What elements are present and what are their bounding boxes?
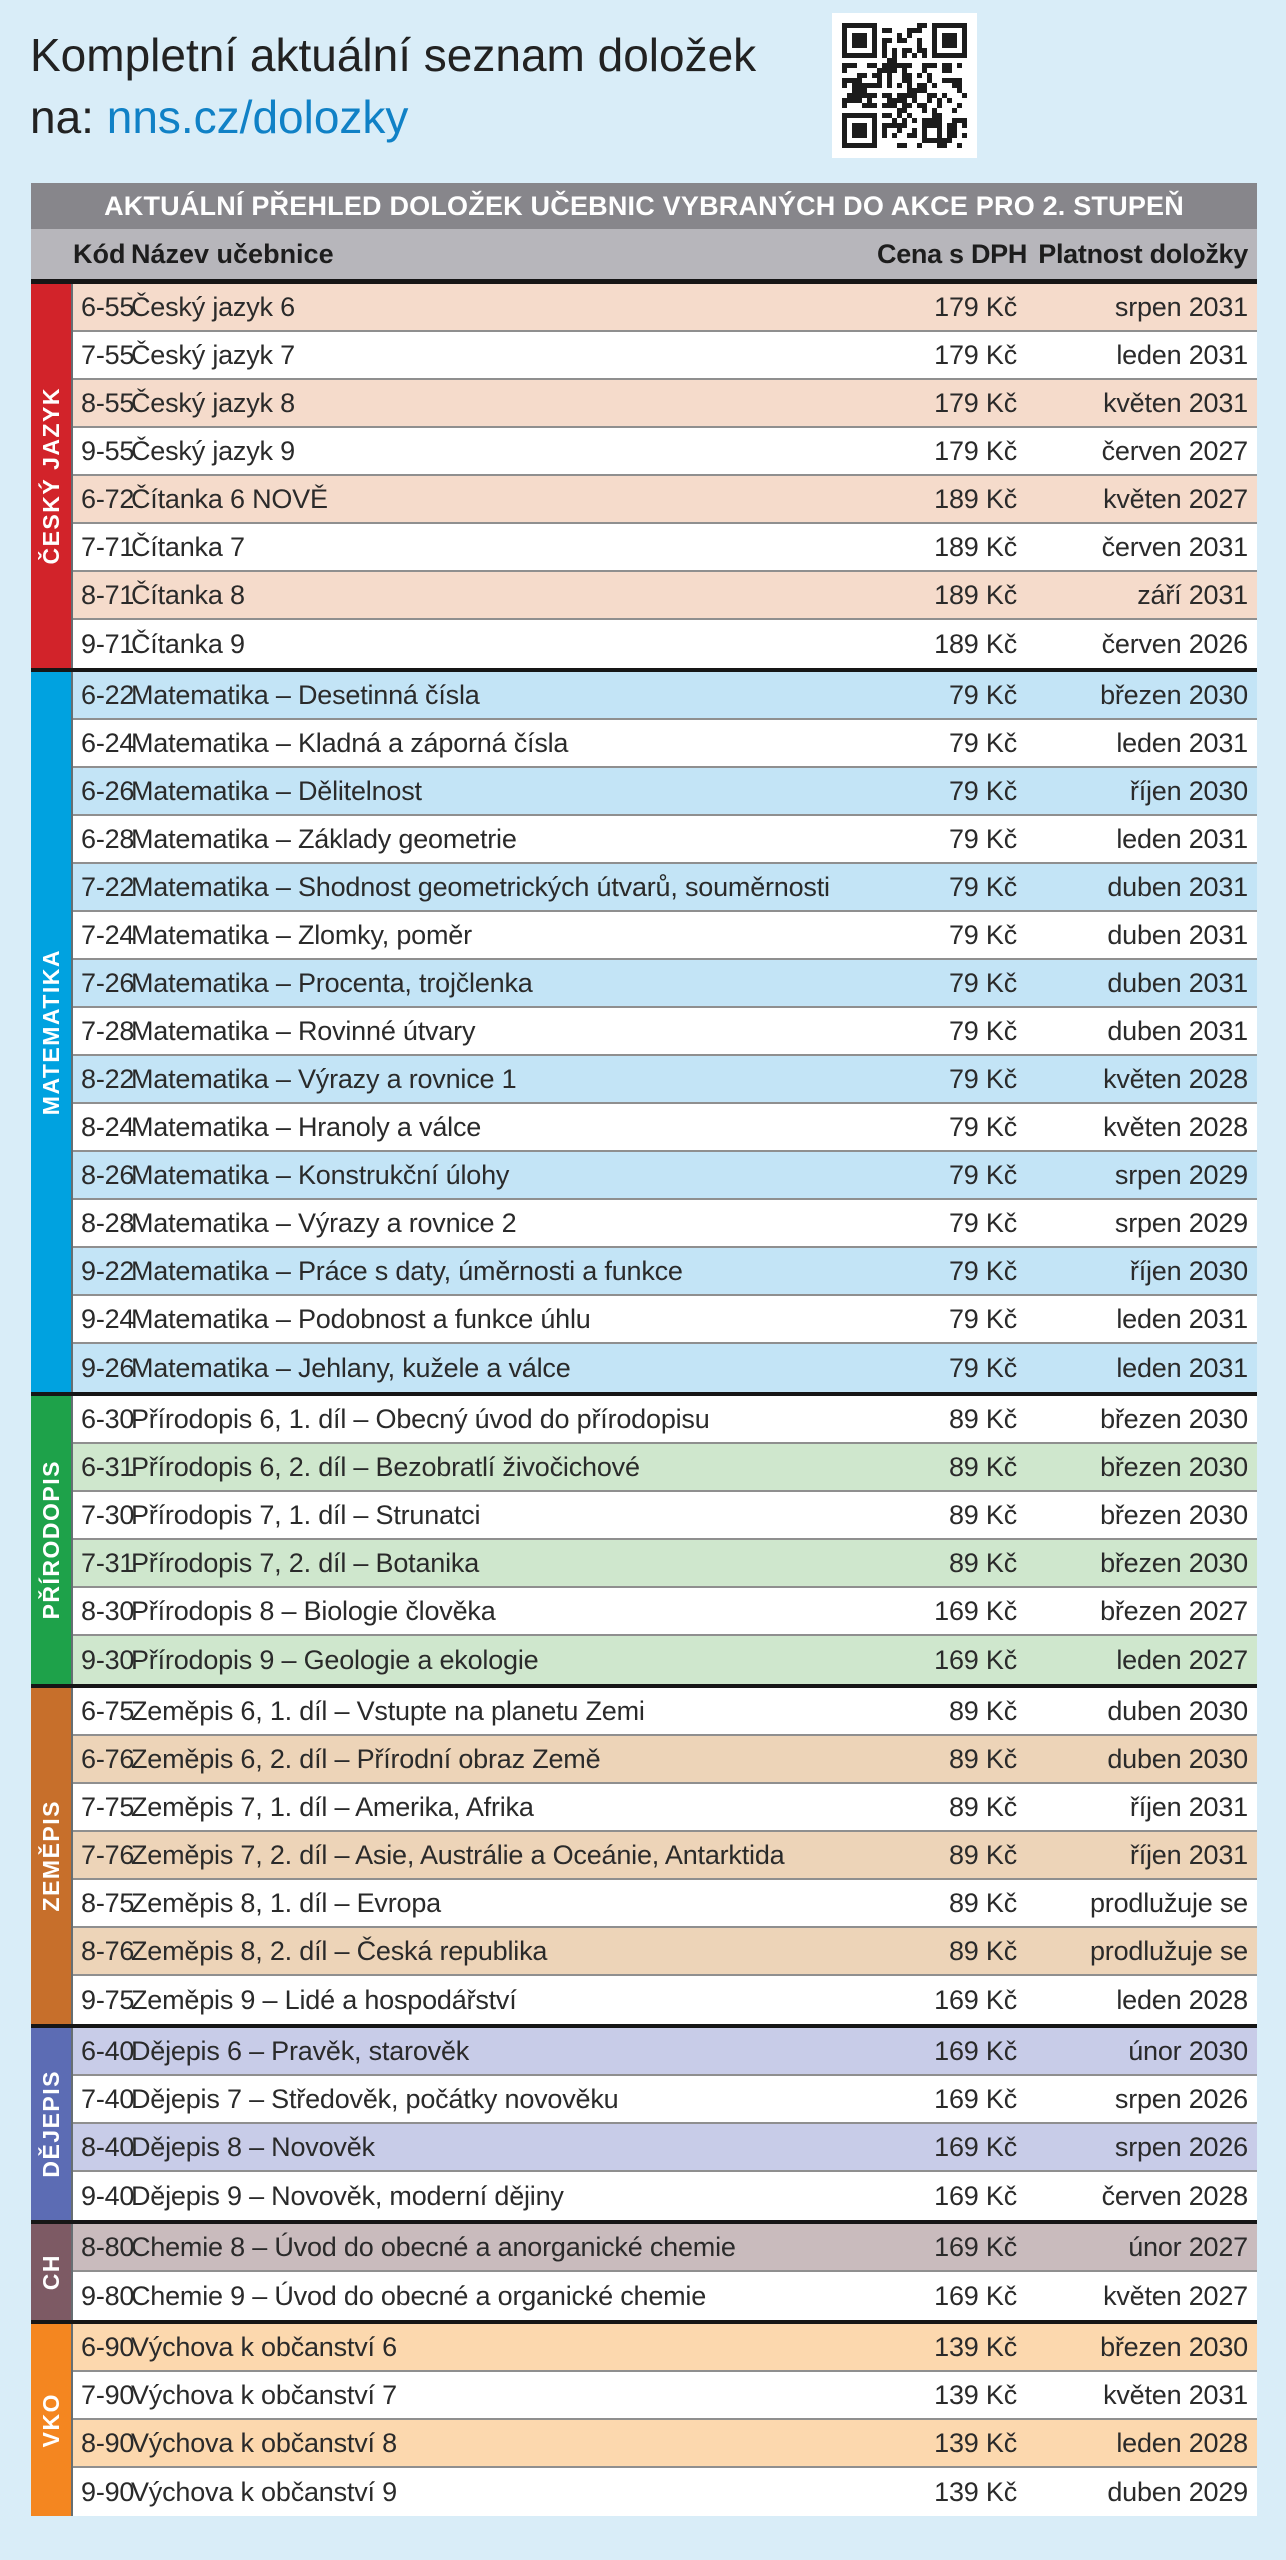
row-name: Dějepis 7 – Středověk, počátky novověku (131, 2083, 619, 2114)
row-name: Český jazyk 7 (131, 339, 295, 370)
row-validity: duben 2031 (1107, 871, 1248, 902)
row-validity: květen 2027 (1103, 2280, 1248, 2311)
row-validity: březen 2027 (1100, 1595, 1248, 1626)
row-code: 7-24 (81, 919, 135, 950)
section-sidebar (31, 2224, 71, 2320)
table-row (73, 2468, 1257, 2516)
table-row (73, 620, 1257, 668)
table-row (73, 1784, 1257, 1832)
section-sidebar (31, 1396, 71, 1684)
row-code: 7-75 (81, 1791, 135, 1822)
row-price: 179 Kč (934, 291, 1017, 322)
table-row (73, 720, 1257, 768)
row-price: 139 Kč (934, 2476, 1017, 2507)
table-row (73, 2172, 1257, 2220)
row-name: Český jazyk 6 (131, 291, 295, 322)
column-header-price: Cena s DPH (877, 238, 1028, 269)
section-label: ČESKÝ JAZYK (37, 387, 64, 565)
table-row (73, 1928, 1257, 1976)
row-name: Matematika – Výrazy a rovnice 1 (131, 1063, 517, 1094)
row-price: 169 Kč (934, 2180, 1017, 2211)
row-price: 79 Kč (948, 871, 1017, 902)
dolozky-link[interactable]: nns.cz/dolozky (106, 91, 409, 143)
table-row (73, 1736, 1257, 1784)
row-code: 6-31 (81, 1451, 135, 1482)
table-section (31, 2024, 1257, 2220)
row-name: Matematika – Práce s daty, úměrnosti a funkce (131, 1255, 683, 1286)
table-row (73, 476, 1257, 524)
row-code: 8-40 (81, 2131, 135, 2162)
table-row (73, 2028, 1257, 2076)
row-code: 6-24 (81, 727, 135, 758)
section-label: DĚJEPIS (37, 2070, 64, 2178)
table-row (73, 864, 1257, 912)
row-validity: květen 2027 (1103, 483, 1248, 514)
row-price: 189 Kč (934, 531, 1017, 562)
table-row (73, 1396, 1257, 1444)
section-sidebar (31, 1688, 71, 2024)
dolozky-table (31, 183, 1257, 2516)
table-body (31, 284, 1257, 2516)
row-name: Matematika – Procenta, trojčlenka (131, 967, 533, 998)
row-name: Chemie 9 – Úvod do obecné a organické chemie (131, 2280, 707, 2311)
table-row (73, 912, 1257, 960)
row-validity: březen 2030 (1100, 2331, 1248, 2362)
row-name: Čítanka 8 (131, 579, 245, 610)
row-code: 6-26 (81, 775, 135, 806)
section-rows (71, 1396, 1257, 1684)
table-row (73, 428, 1257, 476)
table-row (73, 524, 1257, 572)
row-name: Zeměpis 7, 1. díl – Amerika, Afrika (131, 1791, 534, 1822)
row-code: 6-22 (81, 679, 135, 710)
row-name: Matematika – Desetinná čísla (131, 679, 480, 710)
table-row (73, 1492, 1257, 1540)
row-validity: září 2031 (1137, 579, 1248, 610)
row-name: Dějepis 6 – Pravěk, starověk (131, 2035, 470, 2066)
section-label: VKO (37, 2392, 64, 2448)
row-price: 79 Kč (948, 1352, 1017, 1383)
table-row (73, 960, 1257, 1008)
row-validity: leden 2031 (1116, 823, 1248, 854)
title-line1: Kompletní aktuální seznam doložek (30, 29, 757, 81)
row-code: 7-90 (81, 2379, 135, 2410)
table-row (73, 1344, 1257, 1392)
row-code: 8-55 (81, 387, 135, 418)
row-validity: duben 2031 (1107, 967, 1248, 998)
table-section (31, 284, 1257, 668)
section-label: PŘÍRODOPIS (37, 1460, 64, 1620)
row-code: 6-90 (81, 2331, 135, 2362)
row-price: 169 Kč (934, 2280, 1017, 2311)
row-name: Zeměpis 8, 1. díl – Evropa (131, 1887, 441, 1918)
row-name: Přírodopis 6, 2. díl – Bezobratlí živočichové (131, 1451, 640, 1482)
row-code: 7-76 (81, 1839, 135, 1870)
row-name: Dějepis 8 – Novověk (131, 2131, 375, 2162)
row-name: Matematika – Podobnost a funkce úhlu (131, 1303, 591, 1334)
row-code: 9-90 (81, 2476, 135, 2507)
row-price: 139 Kč (934, 2427, 1017, 2458)
row-name: Zeměpis 7, 2. díl – Asie, Austrálie a Oceánie, Antarktida (131, 1839, 785, 1870)
row-name: Matematika – Hranoly a válce (131, 1111, 482, 1142)
row-name: Přírodopis 7, 2. díl – Botanika (131, 1547, 480, 1578)
row-code: 6-76 (81, 1743, 135, 1774)
row-validity: říjen 2031 (1129, 1839, 1248, 1870)
row-name: Český jazyk 9 (131, 435, 295, 466)
qr-code (832, 13, 977, 158)
row-code: 7-55 (81, 339, 135, 370)
row-validity: červen 2027 (1101, 435, 1248, 466)
row-code: 8-90 (81, 2427, 135, 2458)
table-row (73, 572, 1257, 620)
row-validity: duben 2031 (1107, 1015, 1248, 1046)
row-name: Čítanka 7 (131, 531, 245, 562)
row-validity: únor 2030 (1128, 2035, 1248, 2066)
row-name: Dějepis 9 – Novověk, moderní dějiny (131, 2180, 564, 2211)
row-name: Zeměpis 6, 1. díl – Vstupte na planetu Zemi (131, 1695, 645, 1726)
table-row (73, 2372, 1257, 2420)
row-price: 89 Kč (948, 1935, 1017, 1966)
row-price: 79 Kč (948, 1207, 1017, 1238)
table-row (73, 1880, 1257, 1928)
row-code: 7-31 (81, 1547, 135, 1578)
row-code: 6-30 (81, 1403, 135, 1434)
row-code: 6-55 (81, 291, 135, 322)
row-price: 79 Kč (948, 1111, 1017, 1142)
row-validity: červen 2031 (1101, 531, 1248, 562)
row-validity: leden 2031 (1116, 1303, 1248, 1334)
row-price: 169 Kč (934, 2035, 1017, 2066)
table-row (73, 2272, 1257, 2320)
table-row (73, 1008, 1257, 1056)
row-code: 8-30 (81, 1595, 135, 1626)
row-name: Přírodopis 9 – Geologie a ekologie (131, 1644, 539, 1675)
table-row (73, 816, 1257, 864)
row-code: 6-28 (81, 823, 135, 854)
row-code: 8-28 (81, 1207, 135, 1238)
table-row (73, 284, 1257, 332)
row-name: Chemie 8 – Úvod do obecné a anorganické chemie (131, 2231, 736, 2262)
title-line2 (30, 86, 810, 148)
row-code: 9-55 (81, 435, 135, 466)
column-header-name: Název učebnice (131, 238, 334, 269)
table-row (73, 672, 1257, 720)
row-code: 7-26 (81, 967, 135, 998)
row-validity: květen 2028 (1103, 1063, 1248, 1094)
row-code: 9-24 (81, 1303, 135, 1334)
column-header-validity: Platnost doložky (1038, 238, 1248, 269)
row-code: 6-75 (81, 1695, 135, 1726)
section-rows (71, 1688, 1257, 2024)
row-validity: leden 2028 (1116, 1984, 1248, 2015)
row-validity: únor 2027 (1128, 2231, 1248, 2262)
row-price: 169 Kč (934, 1595, 1017, 1626)
row-validity: březen 2030 (1100, 1403, 1248, 1434)
row-name: Zeměpis 8, 2. díl – Česká republika (131, 1935, 548, 1966)
row-price: 79 Kč (948, 919, 1017, 950)
row-code: 9-80 (81, 2280, 135, 2311)
table-row (73, 1540, 1257, 1588)
row-price: 89 Kč (948, 1743, 1017, 1774)
row-name: Výchova k občanství 8 (131, 2427, 397, 2458)
row-validity: březen 2030 (1100, 1451, 1248, 1482)
row-code: 9-26 (81, 1352, 135, 1383)
row-name: Přírodopis 6, 1. díl – Obecný úvod do přírodopisu (131, 1403, 710, 1434)
table-row (73, 1688, 1257, 1736)
row-code: 7-22 (81, 871, 135, 902)
row-code: 8-75 (81, 1887, 135, 1918)
row-validity: duben 2029 (1107, 2476, 1248, 2507)
row-price: 169 Kč (934, 2083, 1017, 2114)
table-row (73, 2076, 1257, 2124)
section-sidebar (31, 284, 71, 668)
row-code: 7-28 (81, 1015, 135, 1046)
row-code: 8-80 (81, 2231, 135, 2262)
row-validity: leden 2028 (1116, 2427, 1248, 2458)
row-name: Výchova k občanství 9 (131, 2476, 397, 2507)
table-row (73, 768, 1257, 816)
row-name: Matematika – Shodnost geometrických útvarů, souměrnosti (131, 871, 830, 902)
row-code: 7-71 (81, 531, 135, 562)
row-price: 139 Kč (934, 2331, 1017, 2362)
row-validity: srpen 2026 (1114, 2131, 1248, 2162)
row-validity: prodlužuje se (1089, 1887, 1248, 1918)
row-price: 79 Kč (948, 1159, 1017, 1190)
row-name: Přírodopis 8 – Biologie člověka (131, 1595, 496, 1626)
row-price: 169 Kč (934, 2231, 1017, 2262)
table-row (73, 1152, 1257, 1200)
row-validity: prodlužuje se (1089, 1935, 1248, 1966)
row-code: 9-71 (81, 628, 135, 659)
row-validity: červen 2028 (1101, 2180, 1248, 2211)
table-section (31, 2320, 1257, 2516)
section-rows (71, 284, 1257, 668)
row-name: Výchova k občanství 7 (131, 2379, 397, 2410)
page-title (30, 24, 810, 148)
row-validity: leden 2031 (1116, 727, 1248, 758)
section-sidebar (31, 2028, 71, 2220)
row-name: Český jazyk 8 (131, 387, 295, 418)
section-rows (71, 2324, 1257, 2516)
row-name: Matematika – Jehlany, kužele a válce (131, 1352, 571, 1383)
row-price: 89 Kč (948, 1499, 1017, 1530)
row-price: 89 Kč (948, 1839, 1017, 1870)
row-validity: květen 2031 (1103, 2379, 1248, 2410)
row-name: Čítanka 6 NOVĚ (131, 483, 328, 514)
row-price: 189 Kč (934, 579, 1017, 610)
row-name: Matematika – Zlomky, poměr (131, 919, 472, 950)
table-section (31, 668, 1257, 1392)
row-price: 179 Kč (934, 435, 1017, 466)
row-code: 8-24 (81, 1111, 135, 1142)
row-validity: leden 2031 (1116, 1352, 1248, 1383)
row-name: Výchova k občanství 6 (131, 2331, 397, 2362)
section-label: ZEMĚPIS (37, 1800, 64, 1912)
table-row (73, 380, 1257, 428)
row-validity: leden 2027 (1116, 1644, 1248, 1675)
row-code: 8-71 (81, 579, 135, 610)
row-price: 79 Kč (948, 823, 1017, 854)
table-row (73, 1588, 1257, 1636)
row-validity: květen 2028 (1103, 1111, 1248, 1142)
section-sidebar (31, 2324, 71, 2516)
row-validity: srpen 2031 (1114, 291, 1248, 322)
row-code: 6-72 (81, 483, 135, 514)
row-price: 89 Kč (948, 1403, 1017, 1434)
row-name: Zeměpis 6, 2. díl – Přírodní obraz Země (131, 1743, 601, 1774)
table-row (73, 2224, 1257, 2272)
section-rows (71, 2028, 1257, 2220)
table-section (31, 2220, 1257, 2320)
section-rows (71, 672, 1257, 1392)
table-row (73, 1636, 1257, 1684)
row-validity: říjen 2030 (1129, 775, 1248, 806)
table-row (73, 1444, 1257, 1492)
section-rows (71, 2224, 1257, 2320)
row-price: 179 Kč (934, 387, 1017, 418)
row-validity: srpen 2026 (1114, 2083, 1248, 2114)
row-code: 9-22 (81, 1255, 135, 1286)
row-validity: duben 2030 (1107, 1743, 1248, 1774)
row-price: 189 Kč (934, 628, 1017, 659)
row-validity: březen 2030 (1100, 1547, 1248, 1578)
section-sidebar (31, 672, 71, 1392)
table-row (73, 1200, 1257, 1248)
row-validity: březen 2030 (1100, 679, 1248, 710)
row-code: 8-26 (81, 1159, 135, 1190)
table-column-header (31, 229, 1257, 284)
row-code: 7-30 (81, 1499, 135, 1530)
row-price: 179 Kč (934, 339, 1017, 370)
row-price: 89 Kč (948, 1791, 1017, 1822)
row-code: 9-40 (81, 2180, 135, 2211)
row-price: 169 Kč (934, 1644, 1017, 1675)
table-row (73, 1976, 1257, 2024)
table-row (73, 2324, 1257, 2372)
row-price: 79 Kč (948, 679, 1017, 710)
row-price: 89 Kč (948, 1887, 1017, 1918)
section-label: MATEMATIKA (37, 948, 64, 1116)
row-name: Přírodopis 7, 1. díl – Strunatci (131, 1499, 481, 1530)
table-row (73, 2420, 1257, 2468)
row-price: 79 Kč (948, 967, 1017, 998)
row-validity: leden 2031 (1116, 339, 1248, 370)
column-header-code: Kód (73, 238, 126, 269)
table-banner: AKTUÁLNÍ PŘEHLED DOLOŽEK UČEBNIC VYBRANÝCH DO AKCE PRO 2. STUPEŇ (31, 183, 1257, 229)
row-validity: srpen 2029 (1114, 1159, 1248, 1190)
row-name: Matematika – Kladná a záporná čísla (131, 727, 569, 758)
section-label: CH (37, 2253, 64, 2291)
row-code: 9-30 (81, 1644, 135, 1675)
table-row (73, 1832, 1257, 1880)
row-price: 79 Kč (948, 1303, 1017, 1334)
table-section (31, 1392, 1257, 1684)
table-row (73, 332, 1257, 380)
row-validity: duben 2030 (1107, 1695, 1248, 1726)
row-price: 79 Kč (948, 1063, 1017, 1094)
row-name: Matematika – Rovinné útvary (131, 1015, 476, 1046)
row-price: 139 Kč (934, 2379, 1017, 2410)
row-price: 79 Kč (948, 775, 1017, 806)
row-code: 6-40 (81, 2035, 135, 2066)
row-code: 9-75 (81, 1984, 135, 2015)
row-validity: červen 2026 (1101, 628, 1248, 659)
row-code: 8-22 (81, 1063, 135, 1094)
table-row (73, 1248, 1257, 1296)
row-price: 79 Kč (948, 1015, 1017, 1046)
row-validity: říjen 2030 (1129, 1255, 1248, 1286)
row-price: 89 Kč (948, 1547, 1017, 1578)
row-name: Matematika – Dělitelnost (131, 775, 422, 806)
table-row (73, 1056, 1257, 1104)
row-validity: srpen 2029 (1114, 1207, 1248, 1238)
row-price: 189 Kč (934, 483, 1017, 514)
row-price: 79 Kč (948, 1255, 1017, 1286)
row-validity: říjen 2031 (1129, 1791, 1248, 1822)
row-validity: březen 2030 (1100, 1499, 1248, 1530)
row-name: Zeměpis 9 – Lidé a hospodářství (131, 1984, 517, 2015)
row-code: 7-40 (81, 2083, 135, 2114)
row-validity: květen 2031 (1103, 387, 1248, 418)
row-price: 79 Kč (948, 727, 1017, 758)
row-price: 89 Kč (948, 1451, 1017, 1482)
row-validity: duben 2031 (1107, 919, 1248, 950)
row-name: Čítanka 9 (131, 628, 245, 659)
table-section (31, 1684, 1257, 2024)
row-name: Matematika – Základy geometrie (131, 823, 517, 854)
title-line2-prefix: na: (30, 91, 107, 143)
row-price: 169 Kč (934, 1984, 1017, 2015)
row-price: 89 Kč (948, 1695, 1017, 1726)
table-row (73, 2124, 1257, 2172)
row-name: Matematika – Konstrukční úlohy (131, 1159, 510, 1190)
row-price: 169 Kč (934, 2131, 1017, 2162)
table-row (73, 1104, 1257, 1152)
table-row (73, 1296, 1257, 1344)
row-code: 8-76 (81, 1935, 135, 1966)
row-name: Matematika – Výrazy a rovnice 2 (131, 1207, 517, 1238)
